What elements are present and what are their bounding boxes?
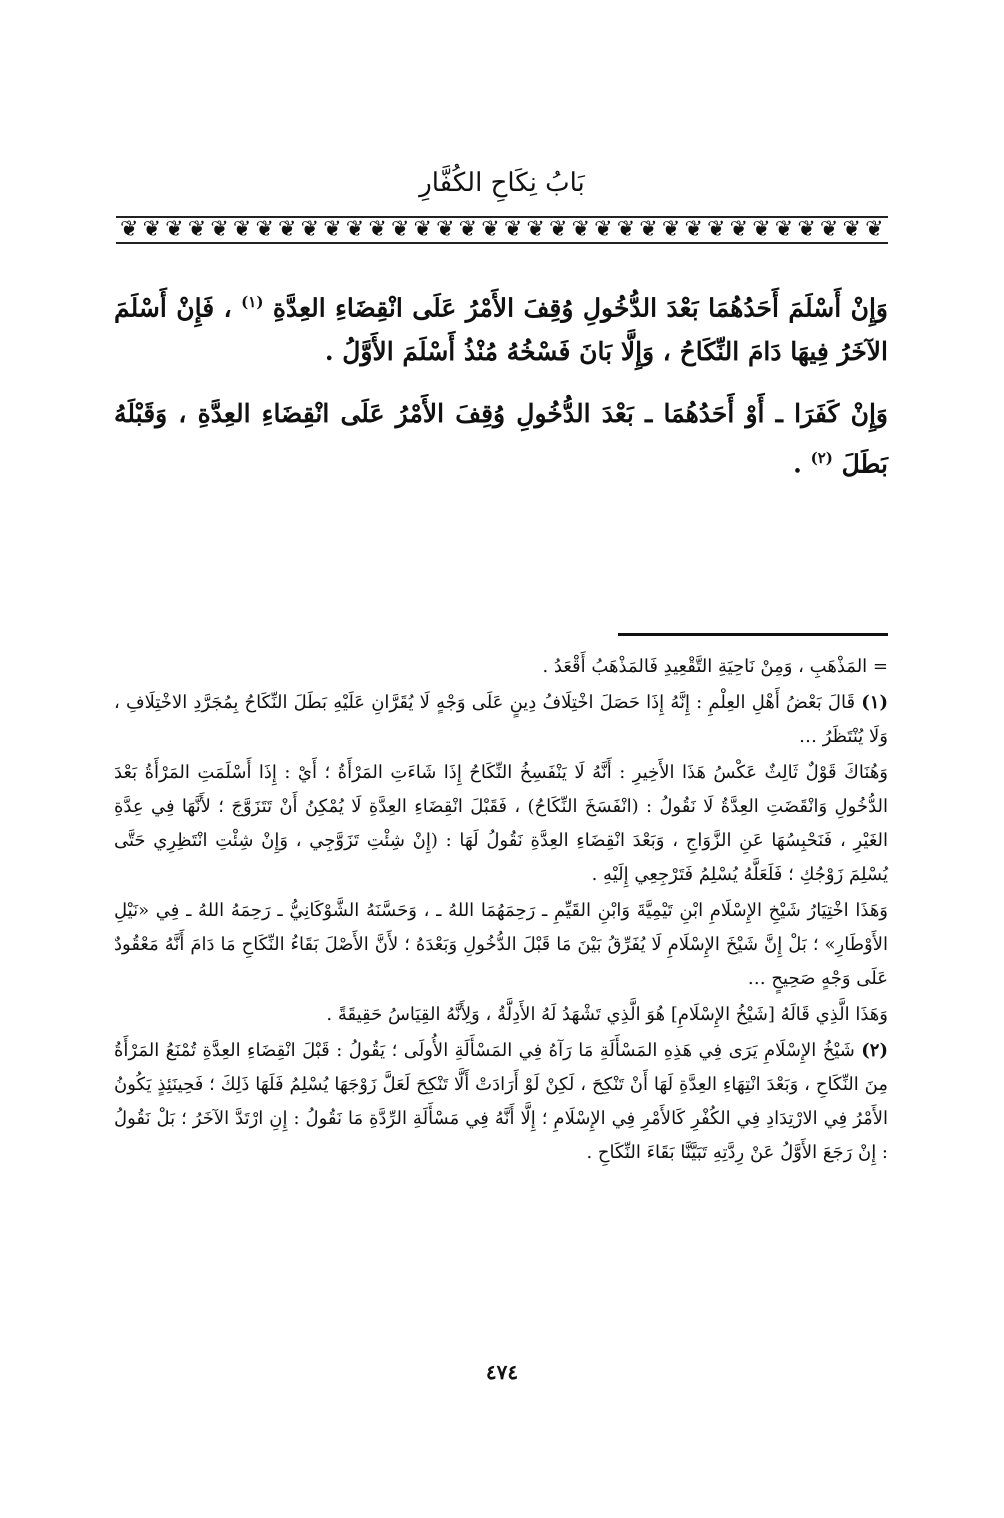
footnote-2 [114,1034,888,1170]
chapter-title: بَابُ نِكَاحِ الكُفَّارِ [419,168,585,198]
ornament-flourish-icon: ❦ [797,217,816,242]
ornament-flourish-icon: ❦ [616,217,636,242]
ornament-flourish-icon: ❦ [142,217,162,242]
ornament-flourish-icon: ❦ [278,217,297,242]
ornament-flourish-icon: ❦ [436,217,455,242]
ornament-border [116,216,888,244]
footnote-ref-1: (١) [241,293,264,311]
main-text [114,280,888,505]
ornament-flourish-icon: ❦ [210,217,229,242]
ornament-flourish-icon: ❦ [729,217,749,242]
ornament-flourish-icon: ❦ [120,217,139,242]
main-paragraph-1-part-a: وَإِنْ أَسْلَمَ أَحَدُهُمَا بَعْدَ الدُّخُولِ وُقِفَ الأَمْرُ عَلَى انْقِضَاءِ العِدَّةِ [272,293,888,323]
ornament-flourish-icon: ❦ [526,217,545,242]
page-number: ٤٧٤ [485,1360,519,1384]
ornament-flourish-icon: ❦ [165,217,184,242]
main-paragraph-1 [114,280,888,374]
header-ornament-band [116,210,888,250]
ornament-flourish-icon: ❦ [481,217,500,242]
ornament-flourish-icon: ❦ [774,217,794,242]
ornament-flourish-icon: ❦ [571,217,590,242]
main-paragraph-2 [114,392,888,486]
footnote-2-number: (٢) [861,1040,888,1061]
footnote-separator [618,633,888,636]
ornament-flourish-icon: ❦ [255,217,274,242]
footnote-1-paragraph-4: وَهَذَا الَّذِي قَالَهُ [شَيْخُ الإِسْلَامِ] هُوَ الَّذِي تَشْهَدُ لَهُ الأَدِلَّةُ ، وَلِأَنَّهُ القِيَاسُ حَقِيقَةً . [326,1004,888,1025]
ornament-flourish-icon: ❦ [232,217,252,242]
ornament-flourish-icon: ❦ [707,217,726,242]
footnote-ref-2: (٢) [810,449,833,468]
ornament-flourish-icon: ❦ [300,217,320,242]
ornament-flourish-icon: ❦ [390,217,410,242]
footnote-1-paragraph-2: وَهُنَاكَ قَوْلٌ ثَالِثٌ عَكْسُ هَذَا الأَخِيرِ : أَنَّهُ لَا يَنْفَسِخُ النِّكَاحُ إِذَا شَاءَتِ المَرْأَةُ ؛ أَيْ : إِذَا أَسْلَمَتِ المَرْأَةُ بَعْدَ الدُّخُولِ وَانْقَضَتِ العِدَّةُ لَا نَقُولُ : (انْفَسَخَ النِّكَاحُ) ، فَقَبْلَ انْقِضَاءِ العِدَّةِ لَا يُمْكِنُ أَنْ تَتَزَوَّجَ ؛ لأَنَّهَا فِي عِدَّةِ الغَيْرِ ، فَنَحْبِسُهَا عَنِ الزَّوَاجِ ، وَبَعْدَ انْقِضَاءِ العِدَّةِ نَقُولُ لَهَا : (إِنْ شِئْتِ تَزَوَّجِي ، وَإِنْ شِئْتِ انْتَظِرِي حَتَّى يُسْلِمَ زَوْجُكِ ؛ فَلَعَلَّهُ يُسْلِمُ فَتَرْجِعِي إِلَيْهِ . [114,762,888,885]
footnote-2-text: شَيْخُ الإِسْلَامِ يَرَى فِي هَذِهِ المَسْأَلَةِ مَا رَآهُ فِي المَسْأَلَةِ الأُولَى ؛ يَقُولُ : قَبْلَ انْقِضَاءِ العِدَّةِ تُمْنَعُ المَرْأَةُ مِنَ النِّكَاحِ ، وَبَعْدَ انْتِهَاءِ العِدَّةِ لَهَا أَنْ تَنْكِحَ ، لَكِنْ لَوْ أَرَادَتْ أَلَّا تَنْكِحَ لَعَلَّ زَوْجَهَا يُسْلِمُ فَلَهَا ذَلِكَ ؛ فَحِينَئِذٍ يَكُونُ الأَمْرُ فِي الارْتِدَادِ فِي الكُفْرِ كَالأَمْرِ فِي الإِسْلَامِ ؛ إِلَّا أَنَّهُ فِي مَسْأَلَةِ الرِّدَّةِ مَا نَقُولُ : إِنِ ارْتَدَّ الآخَرُ ؛ بَلْ نَقُولُ : إِنْ رَجَعَ الأَوَّلُ عَنْ رِدَّتِهِ تَبَيَّنَّا بَقَاءَ النِّكَاحِ . [114,1040,889,1163]
ornament-flourish-icon: ❦ [865,217,884,242]
ornament-flourish-icon: ❦ [503,217,523,242]
footnote-continuation: = المَذْهَبِ ، وَمِنْ نَاحِيَةِ التَّقْعِيدِ فَالمَذْهَبُ أَقْعَدُ . [542,656,888,677]
footnote-1 [114,686,888,754]
ornament-flourish-icon: ❦ [187,217,207,242]
ornament-flourish-icon: ❦ [661,217,681,242]
ornament-flourish-icon: ❦ [368,217,387,242]
ornament-flourish-icon: ❦ [594,217,613,242]
ornament-flourish-icon: ❦ [684,217,703,242]
footnotes [114,650,888,1172]
ornament-flourish-icon: ❦ [639,217,658,242]
footnote-1-number: (١) [861,692,888,713]
footnote-1-text: قَالَ بَعْضُ أَهْلِ العِلْمِ : إِنَّهُ إِذَا حَصَلَ اخْتِلَافُ دِينٍ عَلَى وَجْهٍ لَا يُقَرَّانِ عَلَيْهِ بَطَلَ النِّكَاحُ بِمُجَرَّدِ الاخْتِلَافِ ، وَلَا يُنْتَظَرُ … [114,692,888,747]
ornament-flourish-icon: ❦ [345,217,365,242]
main-paragraph-2-part-a: وَإِنْ كَفَرَا ـ أَوْ أَحَدُهُمَا ـ بَعْدَ الدُّخُولِ وُقِفَ الأَمْرُ عَلَى انْقِضَاءِ العِدَّةِ ، وَقَبْلَهُ بَطَلَ [114,399,888,479]
ornament-flourish-icon: ❦ [752,217,771,242]
main-paragraph-1-part-b: ، فَإِنْ أَسْلَمَ الآخَرُ فِيهَا دَامَ النِّكَاحُ ، وَإِلَّا بَانَ فَسْخُهُ مُنْذُ أَسْلَمَ الأَوَّلُ . [114,293,888,367]
ornament-flourish-icon: ❦ [323,217,342,242]
footnote-1-paragraph-3: وَهَذَا اخْتِيَارُ شَيْخِ الإِسْلَامِ ابْنِ تَيْمِيَّةَ وَابْنِ القَيِّمِ ـ رَحِمَهُمَا اللهُ ـ ، وَحَسَّنَهُ الشَّوْكَانِيُّ ـ رَحِمَهُ اللهُ ـ فِي «نَيْلِ الأَوْطَارِ» ؛ بَلْ إِنَّ شَيْخَ الإِسْلَامِ لَا يُفَرِّقُ بَيْنَ مَا قَبْلَ الدُّخُولِ وَبَعْدَهُ ؛ لأَنَّ الأَصْلَ بَقَاءُ النِّكَاحِ مَا دَامَ أَنَّهُ مَعْقُودٌ عَلَى وَجْهٍ صَحِيحٍ … [114,900,889,989]
ornament-flourish-icon: ❦ [458,217,478,242]
ornament-flourish-icon: ❦ [819,217,839,242]
main-paragraph-2-part-b: . [793,449,802,479]
ornament-flourish-icon: ❦ [413,217,432,242]
ornament-flourish-icon: ❦ [548,217,568,242]
ornament-flourish-icon: ❦ [842,217,861,242]
